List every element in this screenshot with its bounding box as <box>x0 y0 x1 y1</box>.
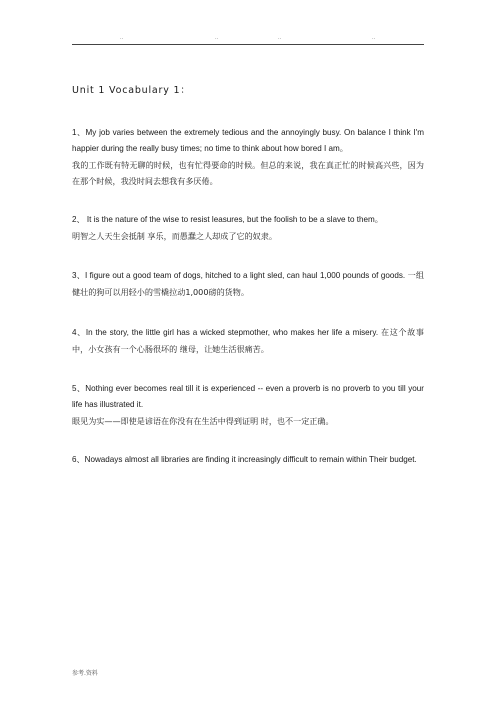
english-sentence: 6、Nowadays almost all libraries are finding it increasingly difficult to remain within Their budget. <box>72 455 417 464</box>
chinese-translation: 眼见为实——即使是谚语在你没有在生活中得到证明 时，也不一定正确。 <box>72 416 334 426</box>
chinese-translation: 在这个故事中，小女孩有一个心肠很坏的 继母，让她生活很痛苦。 <box>72 327 424 354</box>
english-sentence: 3、I figure out a good team of dogs, hitched to a light sled, can haul 1,000 pounds of goods. <box>72 271 408 280</box>
english-sentence: 5、Nothing ever becomes real till it is experienced -- even a proverb is no proverb to you till your life has illustrated it. <box>72 384 424 409</box>
page-footer: 参考.资料 <box>72 670 98 677</box>
english-sentence: 2、 It is the nature of the wise to resist leasures, but the foolish to be a slave to them。 <box>72 215 383 224</box>
sentence-with-translation <box>72 267 424 301</box>
chinese-translation: 我的工作既有特无聊的时候，也有忙得要命的时候。但总的来说，我在真正忙的时候高兴些，因为在那个时候，我没时间去想我有多厌倦。 <box>72 160 424 186</box>
header-mark: .. <box>278 35 282 41</box>
header-mark: .. <box>372 35 376 41</box>
vocab-item-4 <box>72 324 424 358</box>
vocab-item-2 <box>72 212 424 244</box>
header-divider <box>72 44 424 45</box>
page-header <box>72 35 424 43</box>
document-body <box>72 85 424 491</box>
vocab-item-5 <box>72 381 424 429</box>
chinese-translation: 一组健壮的狗可以用轻小的雪橇拉动1,000磅的货物。 <box>72 270 424 297</box>
header-mark: .. <box>120 35 124 41</box>
chinese-translation: 明智之人天生会抵制 享乐，而愚蠢之人却成了它的奴隶。 <box>72 231 277 241</box>
header-mark: .. <box>215 35 219 41</box>
vocab-item-6 <box>72 452 424 468</box>
vocab-item-3 <box>72 267 424 301</box>
vocab-item-1 <box>72 125 424 189</box>
sentence-with-translation <box>72 324 424 358</box>
english-sentence: 4、In the story, the little girl has a wicked stepmother, who makes her life a misery. <box>72 328 381 337</box>
page-title: Unit 1 Vocabulary 1： <box>72 85 191 96</box>
english-sentence: 1、My job varies between the extremely tedious and the annoyingly busy. On balance I think I'm happier during the really busy times; no time to think about how bored I am。 <box>72 128 424 153</box>
